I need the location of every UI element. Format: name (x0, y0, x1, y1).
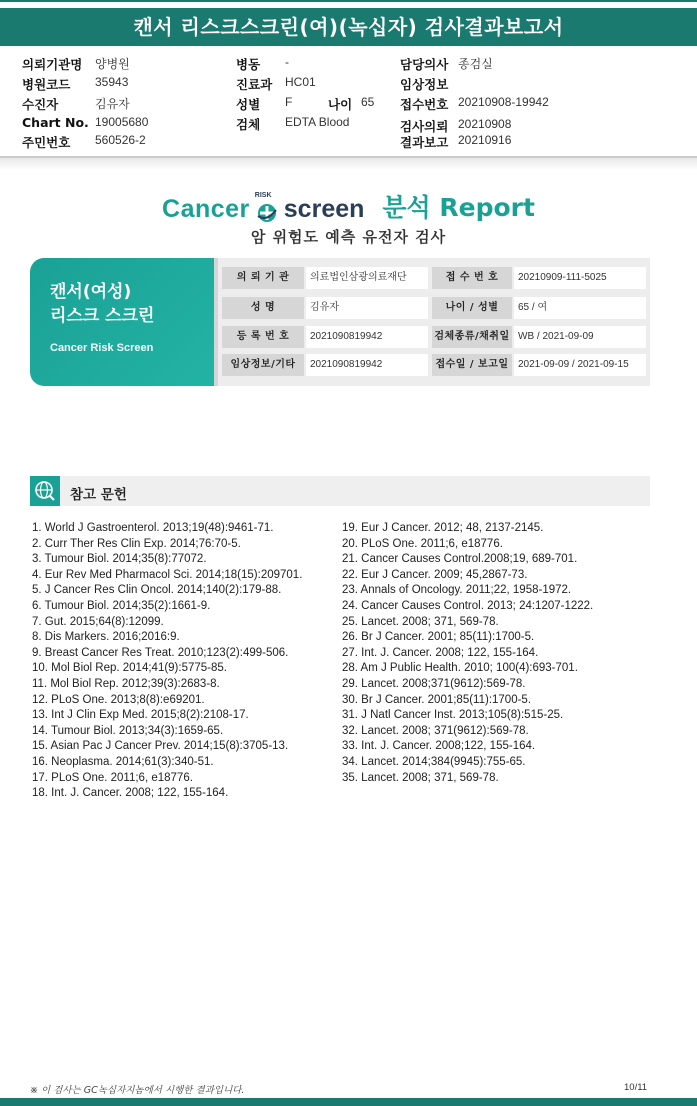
meta-row-3 (22, 95, 682, 113)
globe-icon (30, 476, 60, 506)
reference-item: 30. Br J Cancer. 2001;85(11):1700-5. (342, 693, 532, 706)
ssn-label: 주민번호 (22, 135, 71, 150)
header-shadow-band (0, 158, 697, 170)
patient-value: 김유자 (95, 97, 130, 111)
reference-item: 35. Lancet. 2008; 371, 569-78. (342, 771, 499, 784)
info-key-registration: 등 록 번 호 (222, 326, 304, 348)
card-title-line2: 리스크 스크린 (50, 306, 155, 326)
reference-item: 10. Mol Biol Rep. 2014;41(9):5775-85. (32, 662, 227, 675)
info-key-dates: 접수일 / 보고일 (432, 354, 512, 376)
reference-item: 20. PLoS One. 2011;6, e18776. (342, 537, 503, 550)
info-key-clinical: 임상정보/기타 (222, 354, 304, 376)
reference-item: 4. Eur Rev Med Pharmacol Sci. 2014;18(15):209701. (32, 568, 303, 581)
receipt-label: 접수번호 (400, 97, 449, 112)
top-rule (0, 0, 697, 2)
receipt-value: 20210908-19942 (458, 95, 549, 109)
request-label: 검사의뢰 (400, 119, 449, 134)
logo-screen-text: screen (283, 195, 365, 223)
specimen-label: 검체 (236, 117, 261, 132)
sex-value: F (285, 95, 293, 109)
reference-item: 24. Cancer Causes Control. 2013; 24:1207-1222. (342, 599, 594, 612)
ssn-value: 560526-2 (95, 133, 146, 147)
cancer-risk-screen-logo (0, 188, 697, 228)
reference-item: 28. Am J Public Health. 2010; 100(4):693-701. (342, 662, 578, 675)
info-value-institution: 의료법인삼광의료재단 (306, 267, 428, 289)
reference-item: 12. PLoS One. 2013;8(8):e69201. (32, 693, 205, 706)
card-english-title: Cancer Risk Screen (50, 342, 154, 354)
info-value-specimen: WB / 2021-09-09 (514, 326, 646, 348)
report-title: 캔서 리스크스크린(여)(녹십자) 검사결과보고서 (0, 8, 697, 46)
age-label: 나이 (328, 97, 353, 112)
risk-plus-icon (256, 202, 278, 224)
info-key-name: 성 명 (222, 297, 304, 319)
reference-item: 27. Int. J. Cancer. 2008; 122, 155-164. (342, 646, 539, 659)
reference-item: 3. Tumour Biol. 2014;35(8):77072. (32, 553, 207, 566)
info-key-receipt: 접 수 번 호 (432, 267, 512, 289)
patient-meta (22, 55, 682, 153)
reference-item: 23. Annals of Oncology. 2011;22, 1958-1972. (342, 584, 572, 597)
info-value-clinical: 2021090819942 (306, 354, 428, 376)
report-value: 20210916 (458, 133, 512, 147)
doctor-value: 종검실 (458, 57, 493, 71)
page-number: 10/11 (624, 1082, 648, 1093)
logo-risk-text: RISK (254, 192, 272, 199)
hospital-label: 의뢰기관명 (22, 57, 83, 72)
age-value: 65 (361, 95, 375, 109)
request-value: 20210908 (458, 117, 512, 131)
specimen-value: EDTA Blood (285, 115, 350, 129)
info-key-age-sex: 나이 / 성별 (432, 297, 512, 319)
references-title: 참고 문헌 (70, 487, 127, 503)
reference-item: 22. Eur J Cancer. 2009; 45,2867-73. (342, 568, 528, 581)
bottom-rule (0, 1098, 697, 1106)
reference-item: 19. Eur J Cancer. 2012; 48, 2137-2145. (342, 522, 544, 534)
reference-item: 1. World J Gastroenterol. 2013;19(48):9461-71. (32, 522, 274, 534)
reference-item: 21. Cancer Causes Control.2008;19, 689-701. (342, 553, 578, 566)
meta-row-5 (22, 133, 682, 151)
report-subtitle: 암 위험도 예측 유전자 검사 (250, 228, 447, 246)
ward-label: 병동 (236, 57, 261, 72)
doctor-label: 담당의사 (400, 57, 449, 72)
chart-value: 19005680 (95, 115, 149, 129)
specimen-info-table (214, 258, 650, 386)
clinical-label: 임상정보 (400, 77, 449, 92)
hospital-code-value: 35943 (95, 75, 129, 89)
reference-item: 15. Asian Pac J Cancer Prev. 2014;15(8):3705-13. (32, 740, 289, 753)
meta-row-4 (22, 115, 682, 133)
reference-item: 5. J Cancer Res Clin Oncol. 2014;140(2):179-88. (32, 584, 282, 597)
reference-item: 7. Gut. 2015;64(8):12099. (32, 615, 164, 628)
reference-item: 29. Lancet. 2008;371(9612):569-78. (342, 677, 526, 690)
reference-item: 31. J Natl Cancer Inst. 2013;105(8):515-25. (342, 709, 564, 722)
logo-cancer-text: Cancer (162, 195, 250, 223)
meta-row-2 (22, 75, 682, 93)
sex-label: 성별 (236, 97, 261, 112)
footer-note: ※ 이 검사는 GC녹십자지놈에서 시행한 결과입니다. (30, 1085, 245, 1096)
reference-item: 9. Breast Cancer Res Treat. 2010;123(2):499-506. (32, 646, 289, 659)
patient-label: 수진자 (22, 97, 59, 112)
info-key-specimen: 검체종류/채취일 (432, 326, 512, 348)
references-list-right (342, 521, 593, 786)
logo-report-text: 분석 Report (382, 193, 535, 222)
info-value-registration: 2021090819942 (306, 326, 428, 348)
reference-item: 8. Dis Markers. 2016;2016:9. (32, 631, 180, 644)
info-key-institution: 의 뢰 기 관 (222, 267, 304, 289)
info-value-receipt: 20210909-111-5025 (514, 267, 646, 289)
reference-item: 18. Int. J. Cancer. 2008; 122, 155-164. (32, 787, 229, 800)
risk-mark (254, 194, 280, 224)
reference-item: 2. Curr Ther Res Clin Exp. 2014;76:70-5. (32, 537, 241, 550)
info-value-age-sex: 65 / 여 (514, 297, 646, 319)
report-label: 결과보고 (400, 135, 449, 150)
reference-item: 11. Mol Biol Rep. 2012;39(3):2683-8. (32, 677, 220, 690)
dept-label: 진료과 (236, 77, 273, 92)
reference-item: 33. Int. J. Cancer. 2008;122, 155-164. (342, 740, 536, 753)
reference-item: 34. Lancet. 2014;384(9945):755-65. (342, 755, 526, 768)
reference-item: 17. PLoS One. 2011;6, e18776. (32, 771, 193, 784)
reference-item: 26. Br J Cancer. 2001; 85(11):1700-5. (342, 631, 535, 644)
references-header (30, 476, 650, 506)
meta-row-1 (22, 55, 682, 73)
dept-value: HC01 (285, 75, 316, 89)
reference-item: 25. Lancet. 2008; 371, 569-78. (342, 615, 499, 628)
info-value-name: 김유자 (306, 297, 428, 319)
ward-value: - (285, 55, 289, 69)
reference-item: 13. Int J Clin Exp Med. 2015;8(2):2108-17. (32, 709, 249, 722)
cancer-risk-card (30, 258, 214, 386)
card-title-line1: 캔서(여성) (50, 282, 132, 302)
reference-item: 16. Neoplasma. 2014;61(3):340-51. (32, 755, 214, 768)
hospital-value: 양병원 (95, 57, 130, 71)
hospital-code-label: 병원코드 (22, 77, 71, 92)
reference-item: 32. Lancet. 2008; 371(9612):569-78. (342, 724, 529, 737)
reference-item: 6. Tumour Biol. 2014;35(2):1661-9. (32, 599, 211, 612)
chart-label: Chart No. (22, 115, 89, 130)
info-value-dates: 2021-09-09 / 2021-09-15 (514, 354, 646, 376)
references-list-left (32, 521, 302, 802)
reference-item: 14. Tumour Biol. 2013;34(3):1659-65. (32, 724, 224, 737)
